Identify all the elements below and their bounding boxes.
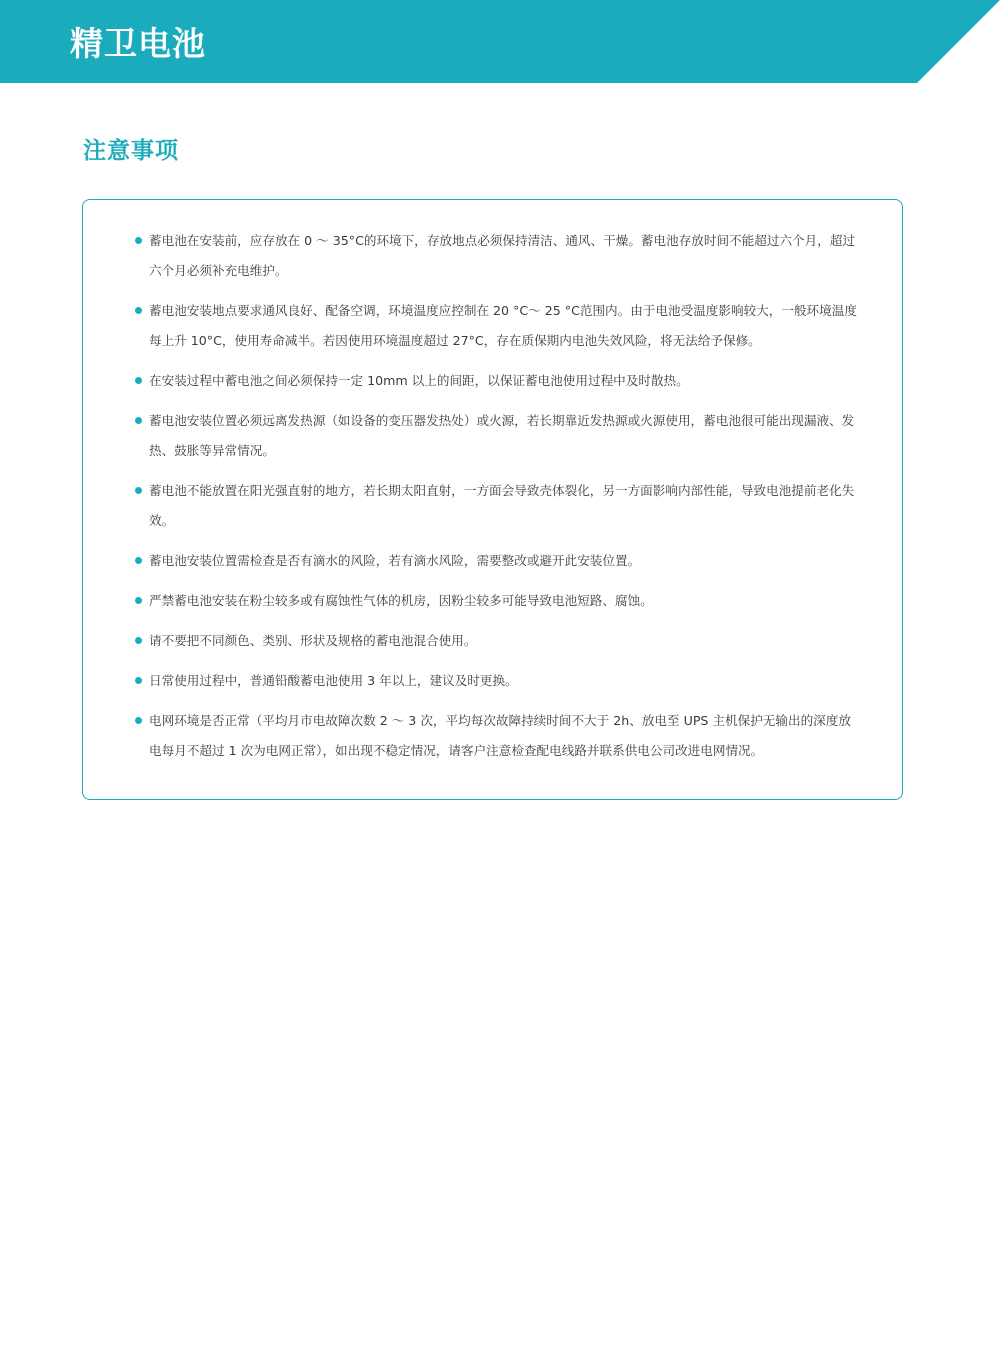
notice-item <box>133 586 858 616</box>
bullet-dot-icon <box>135 417 142 424</box>
brand-title: 精卫电池 <box>70 24 206 63</box>
notice-text: 蓄电池安装位置必须远离发热源（如设备的变压器发热处）或火源，若长期靠近发热源或火源使用，蓄电池很可能出现漏液、发热、鼓胀等异常情况。 <box>149 413 855 458</box>
section-title: 注意事项 <box>83 138 179 164</box>
notice-item <box>133 296 858 356</box>
notice-item <box>133 666 858 696</box>
notice-text: 日常使用过程中，普通铅酸蓄电池使用 3 年以上，建议及时更换。 <box>149 673 518 688</box>
notice-item <box>133 626 858 656</box>
bullet-dot-icon <box>135 307 142 314</box>
notice-item <box>133 366 858 396</box>
bullet-dot-icon <box>135 597 142 604</box>
notice-item <box>133 476 858 536</box>
bullet-dot-icon <box>135 237 142 244</box>
notice-text: 蓄电池安装地点要求通风良好、配备空调，环境温度应控制在 20 °C～ 25 °C范围内。由于电池受温度影响较大，一般环境温度每上升 10°C，使用寿命减半。若因使用环境温度超过 27°C，存在质保期内电池失效风险，将无法给予保修。 <box>149 303 857 348</box>
notice-item <box>133 406 858 466</box>
notice-list <box>133 226 858 776</box>
notice-text: 请不要把不同颜色、类别、形状及规格的蓄电池混合使用。 <box>149 633 477 648</box>
notice-box <box>82 199 903 800</box>
notice-text: 电网环境是否正常（平均月市电故障次数 2 ～ 3 次，平均每次故障持续时间不大于 2h、放电至 UPS 主机保护无输出的深度放电每月不超过 1 次为电网正常），如出现不稳定情况，请客户注意检查配电线路并联系供电公司改进电网情况。 <box>149 713 851 758</box>
notice-text: 严禁蓄电池安装在粉尘较多或有腐蚀性气体的机房，因粉尘较多可能导致电池短路、腐蚀。 <box>149 593 653 608</box>
notice-item <box>133 226 858 286</box>
notice-item <box>133 546 858 576</box>
notice-text: 蓄电池不能放置在阳光强直射的地方，若长期太阳直射，一方面会导致壳体裂化，另一方面影响内部性能，导致电池提前老化失效。 <box>149 483 855 528</box>
bullet-dot-icon <box>135 487 142 494</box>
bullet-dot-icon <box>135 637 142 644</box>
bullet-dot-icon <box>135 557 142 564</box>
notice-text: 在安装过程中蓄电池之间必须保持一定 10mm 以上的间距，以保证蓄电池使用过程中及时散热。 <box>149 373 689 388</box>
bullet-dot-icon <box>135 717 142 724</box>
notice-text: 蓄电池安装位置需检查是否有滴水的风险，若有滴水风险，需要整改或避开此安装位置。 <box>149 553 641 568</box>
bullet-dot-icon <box>135 677 142 684</box>
bullet-dot-icon <box>135 377 142 384</box>
notice-item <box>133 706 858 766</box>
notice-text: 蓄电池在安装前，应存放在 0 ～ 35°C的环境下，存放地点必须保持清洁、通风、干燥。蓄电池存放时间不能超过六个月，超过六个月必须补充电维护。 <box>149 233 856 278</box>
